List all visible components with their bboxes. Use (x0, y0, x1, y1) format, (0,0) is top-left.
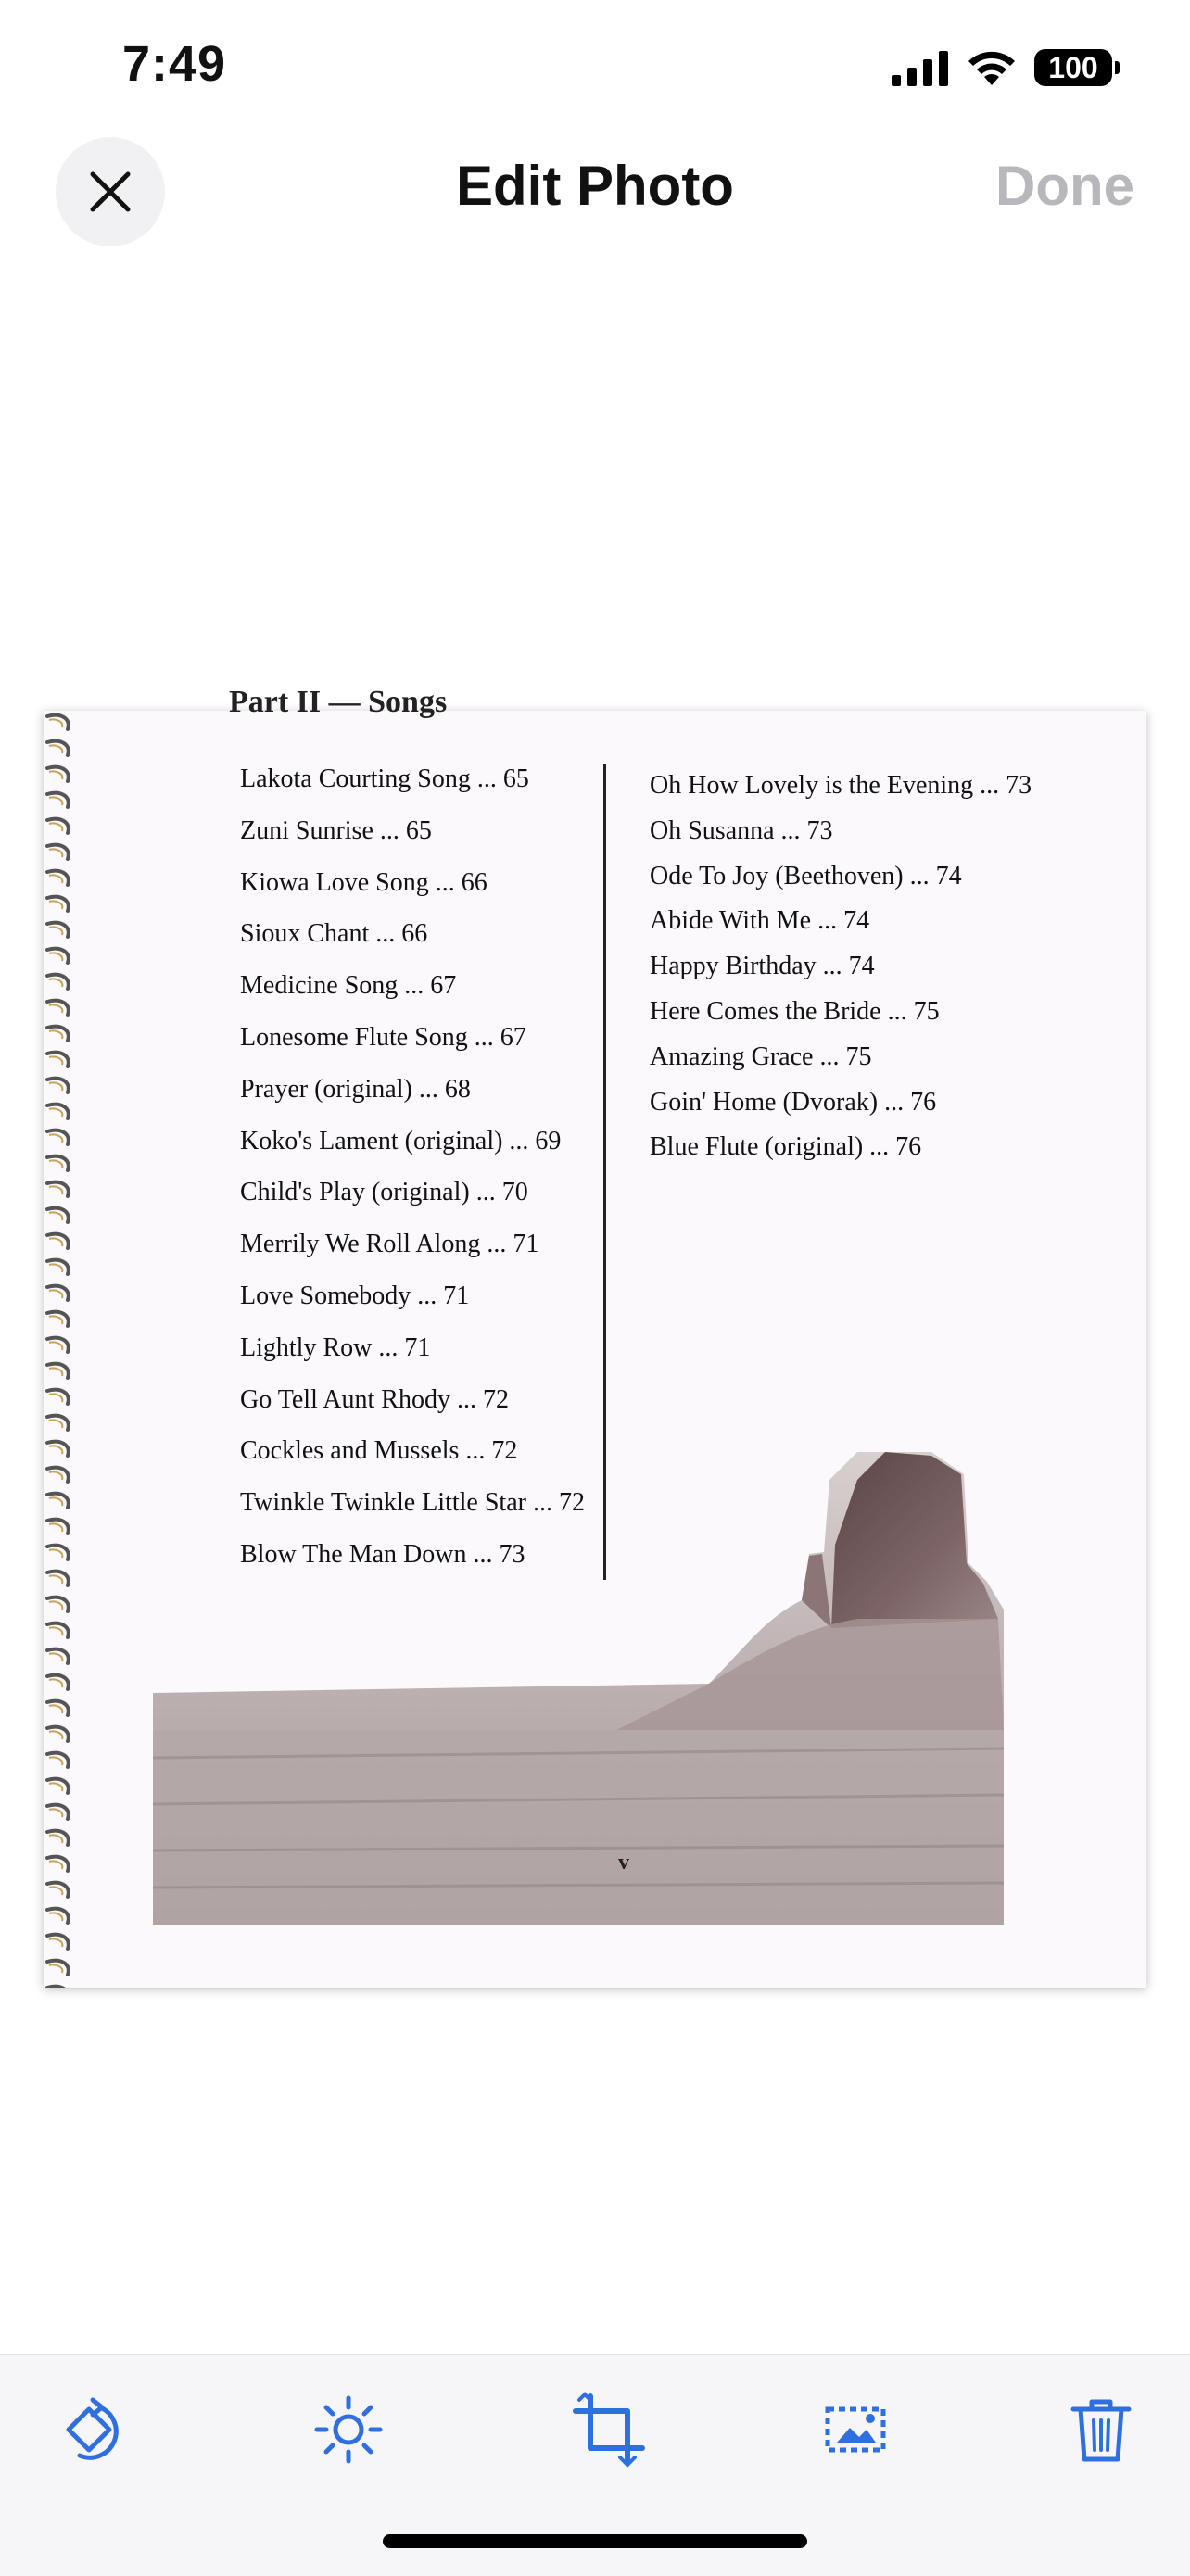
song-entry: Cockles and Mussels ... 72 (240, 1436, 518, 1466)
filter-icon (818, 2393, 892, 2467)
trash-icon (1064, 2393, 1138, 2467)
song-entry: Blue Flute (original) ... 76 (650, 1132, 922, 1162)
song-entry: Zuni Sunrise ... 65 (240, 815, 432, 845)
song-entry: Oh How Lovely is the Evening ... 73 (650, 771, 1032, 800)
status-time: 7:49 (122, 36, 227, 92)
battery-icon (1034, 49, 1112, 86)
song-entry: Prayer (original) ... 68 (240, 1074, 471, 1104)
song-list-right (650, 764, 1032, 1170)
battery-level: 100 (1048, 50, 1098, 84)
song-entry: Kiowa Love Song ... 66 (240, 867, 487, 897)
song-entry: Here Comes the Bride ... 75 (650, 996, 940, 1026)
song-entry: Twinkle Twinkle Little Star ... 72 (240, 1488, 585, 1518)
crop-button[interactable] (563, 2383, 655, 2476)
song-entry: Lightly Row ... 71 (240, 1332, 431, 1362)
photo-preview[interactable] (44, 685, 1146, 1988)
delete-button[interactable] (1055, 2383, 1147, 2476)
rotate-button[interactable] (43, 2383, 135, 2476)
spiral-binding (44, 711, 81, 1988)
adjust-button[interactable] (302, 2383, 395, 2476)
song-entry: Lakota Courting Song ... 65 (240, 764, 529, 793)
cellular-signal-icon (892, 49, 949, 86)
song-entry: Medicine Song ... 67 (240, 971, 457, 1001)
page-number: v (618, 1850, 629, 1875)
crop-icon (572, 2393, 646, 2467)
song-entry: Love Somebody ... 71 (240, 1281, 470, 1310)
song-entry: Blow The Man Down ... 73 (240, 1539, 525, 1569)
song-entry: Happy Birthday ... 74 (650, 952, 875, 981)
status-icons (892, 44, 1112, 91)
filter-button[interactable] (809, 2383, 902, 2476)
song-entry: Merrily We Roll Along ... 71 (240, 1230, 539, 1259)
navigation-bar (0, 130, 1190, 250)
song-entry: Lonesome Flute Song ... 67 (240, 1022, 526, 1052)
song-entry: Child's Play (original) ... 70 (240, 1178, 528, 1207)
song-entry: Goin' Home (Dvorak) ... 76 (650, 1087, 937, 1117)
section-heading-cut: Part II — Songs (229, 685, 448, 719)
song-entry: Oh Susanna ... 73 (650, 815, 833, 845)
wifi-icon (966, 48, 1018, 87)
home-indicator[interactable] (383, 2534, 807, 2548)
song-entry: Koko's Lament (original) ... 69 (240, 1126, 562, 1155)
song-entry: Go Tell Aunt Rhody ... 72 (240, 1384, 509, 1414)
song-entry: Abide With Me ... 74 (650, 906, 870, 936)
rotate-icon (52, 2393, 126, 2467)
adjust-brightness-icon (311, 2393, 386, 2467)
status-bar (0, 0, 1190, 130)
song-entry: Sioux Chant ... 66 (240, 919, 428, 949)
done-button[interactable]: Done (995, 155, 1134, 217)
page-title: Edit Photo (456, 155, 734, 217)
song-entry: Amazing Grace ... 75 (650, 1042, 872, 1071)
song-entry: Ode To Joy (Beethoven) ... 74 (650, 861, 962, 890)
mesa-landscape-illustration (153, 1452, 1080, 1971)
